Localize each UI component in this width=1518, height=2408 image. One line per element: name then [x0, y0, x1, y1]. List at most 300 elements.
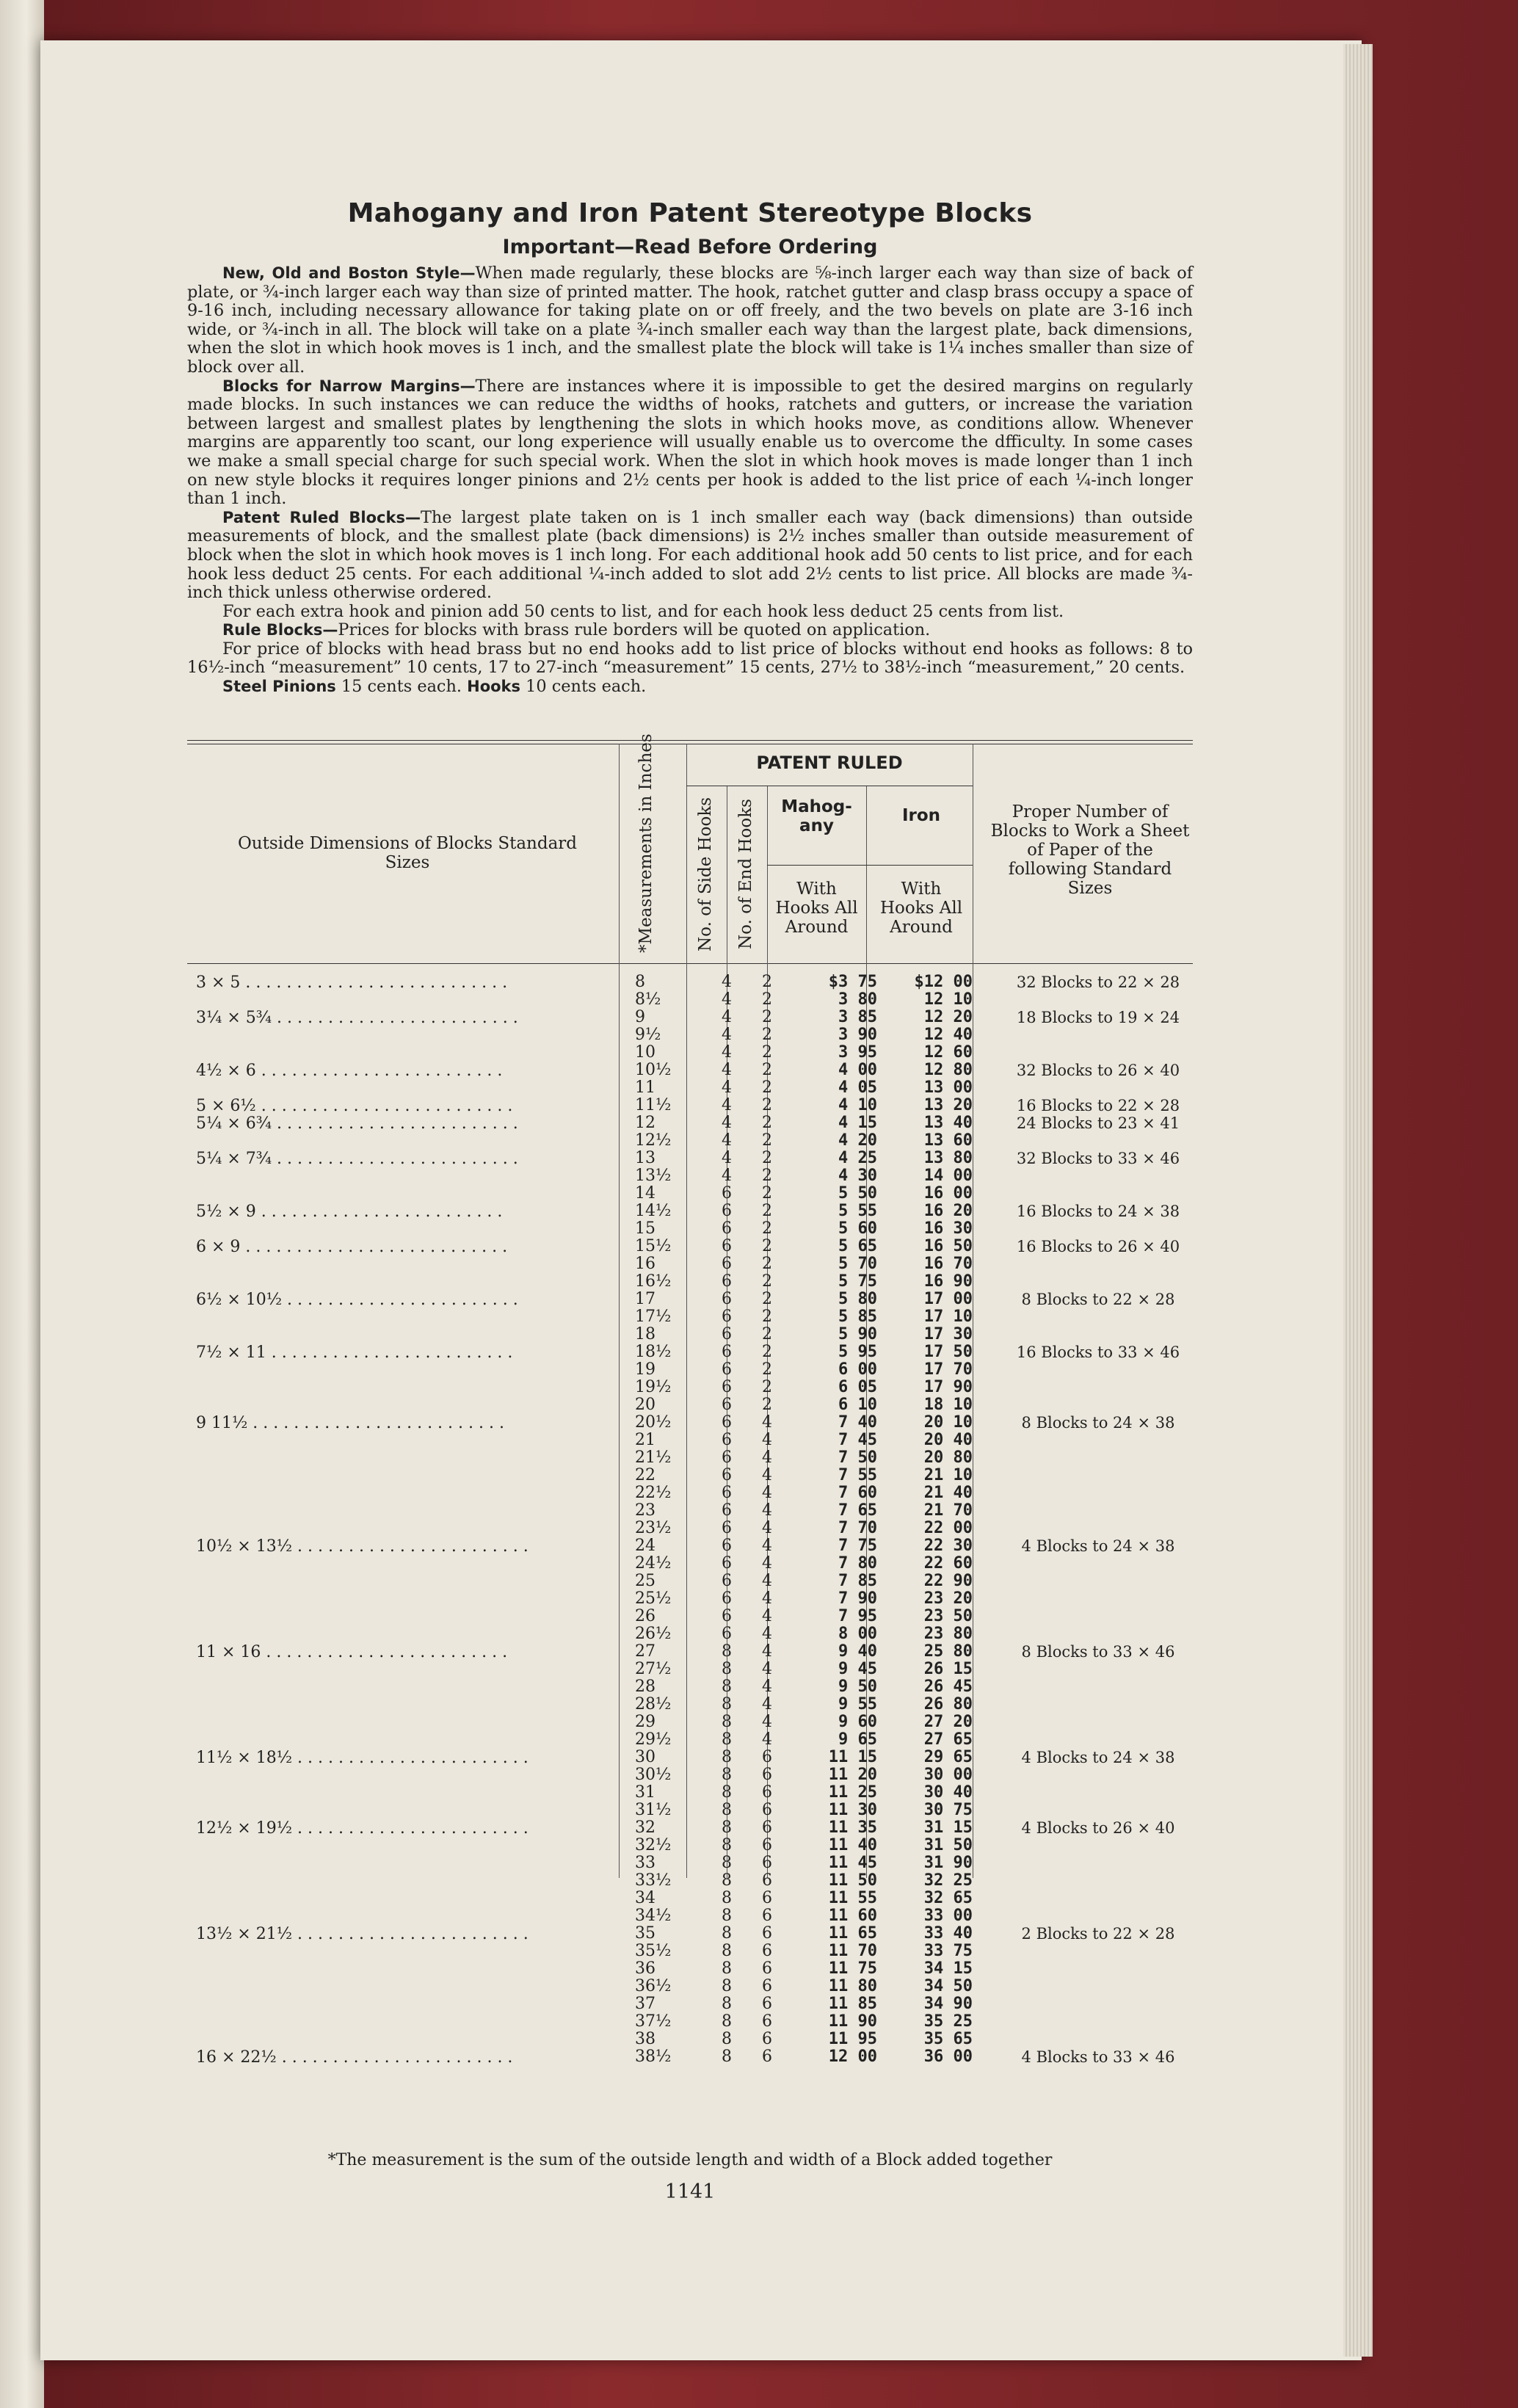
header-iron-with-hooks: With Hooks All Around [879, 880, 963, 937]
iron-price-cell: 32 25 [923, 1871, 973, 1890]
iron-price-cell: 16 20 [923, 1202, 973, 1220]
measurement-cell: 37½ [635, 2012, 672, 2031]
end-hooks-cell: 2 [762, 1078, 772, 1097]
end-hooks-cell: 4 [762, 1730, 772, 1749]
block-size-label: 11½ × 18½ . . . . . . . . . . . . . . . . . . . . . . . [196, 1749, 529, 1767]
side-hooks-cell: 8 [722, 2030, 732, 2048]
page-content [187, 198, 1193, 2203]
side-hooks-cell: 8 [722, 1907, 732, 1925]
side-hooks-cell: 8 [722, 1730, 732, 1749]
side-hooks-cell: 8 [722, 1713, 732, 1731]
mahogany-price-cell: $3 75 [828, 973, 877, 991]
mahogany-price-cell: 9 40 [838, 1642, 877, 1661]
end-hooks-cell: 2 [762, 1184, 772, 1203]
side-hooks-cell: 6 [722, 1484, 732, 1502]
side-hooks-cell: 8 [722, 1801, 732, 1819]
side-hooks-cell: 6 [722, 1219, 732, 1238]
end-hooks-cell: 2 [762, 1026, 772, 1044]
col-divider [619, 744, 620, 1878]
iron-price-cell: 14 00 [923, 1167, 973, 1185]
mahogany-price-cell: 5 55 [838, 1202, 877, 1220]
measurement-cell: 8½ [635, 990, 661, 1009]
side-hooks-cell: 4 [722, 1131, 732, 1150]
end-hooks-cell: 4 [762, 1642, 772, 1661]
mahogany-price-cell: 9 65 [838, 1730, 877, 1749]
iron-price-cell: 12 80 [923, 1061, 973, 1079]
side-hooks-cell: 4 [722, 1043, 732, 1062]
measurement-cell: 32 [635, 1818, 656, 1837]
end-hooks-cell: 2 [762, 1237, 772, 1255]
paragraph-lead: Blocks for Narrow Margins— [222, 377, 476, 395]
side-hooks-cell: 6 [722, 1308, 732, 1326]
iron-price-cell: 22 00 [923, 1519, 973, 1537]
mahogany-price-cell: 3 90 [838, 1026, 877, 1044]
measurement-cell: 30½ [635, 1766, 672, 1784]
measurement-cell: 33½ [635, 1871, 672, 1890]
mahogany-price-cell: 9 50 [838, 1678, 877, 1696]
iron-price-cell: 34 90 [923, 1995, 973, 2013]
side-hooks-cell: 8 [722, 1766, 732, 1784]
paragraph-text: The largest plate taken on is 1 inch smaller each way (back dimensions) than outside measurements of block, and the smallest plate (back dimensions) is 2½ inches smaller than outside measurement of block when the slot in which hook moves is 1 inch long. For each additional hook add 50 cents to list price, and for each hook less deduct 25 cents. For each additional ¼-inch added to slot add 2½ cents to list price. All blocks are made ¾-inch thick unless otherwise ordered. [187, 507, 1193, 603]
end-hooks-cell: 6 [762, 1977, 772, 1995]
measurement-cell: 31 [635, 1783, 656, 1802]
end-hooks-cell: 4 [762, 1537, 772, 1555]
mahogany-price-cell: 11 65 [828, 1924, 877, 1943]
measurement-cell: 35 [635, 1924, 656, 1943]
end-hooks-cell: 4 [762, 1413, 772, 1432]
mahogany-price-cell: 5 85 [838, 1308, 877, 1326]
measurement-cell: 17 [635, 1290, 656, 1308]
mahogany-price-cell: 4 15 [838, 1114, 877, 1132]
end-hooks-cell: 6 [762, 1801, 772, 1819]
paragraph-text: When made regularly, these blocks are ⅝-inch larger each way than size of back of plate, or ¾-inch larger each way than size of printed matter. The hook, ratchet gutter and clasp brass occupy a space of 9-16 inch, including necessary allowance for taking plate on or off freely, and the two bevels on plate are 3-16 inch wide, or ¾-inch in all. The block will take on a plate ¾-inch smaller each way than the largest plate, back dimensions, when the slot in which hook moves is 1 inch, and the smallest plate the block will take is 1¼ inches smaller than size of block over all. [187, 264, 1193, 377]
measurement-cell: 11½ [635, 1096, 672, 1114]
block-size-label: 4½ × 6 . . . . . . . . . . . . . . . . . . . . . . . . [196, 1062, 503, 1080]
mahogany-price-cell: 11 50 [828, 1871, 877, 1890]
measurement-cell: 25½ [635, 1589, 672, 1608]
block-size-label: 6 × 9 . . . . . . . . . . . . . . . . . . . . . . . . . . [196, 1238, 508, 1256]
paragraph [187, 603, 1193, 622]
table-header-rule [187, 963, 1193, 964]
sheet-size-label: 2 Blocks to 22 × 28 [1021, 1925, 1175, 1943]
end-hooks-cell: 2 [762, 1343, 772, 1361]
side-hooks-cell: 8 [722, 1959, 732, 1978]
table-top-rule [187, 740, 1193, 741]
sheet-size-label: 16 Blocks to 24 × 38 [1016, 1203, 1180, 1220]
sheet-size-label: 32 Blocks to 22 × 28 [1016, 973, 1180, 991]
mahogany-price-cell: 7 40 [838, 1413, 877, 1432]
end-hooks-cell: 4 [762, 1678, 772, 1696]
measurement-cell: 24 [635, 1537, 656, 1555]
measurement-cell: 31½ [635, 1801, 672, 1819]
end-hooks-cell: 4 [762, 1501, 772, 1520]
mahogany-price-cell: 6 05 [838, 1378, 877, 1396]
pinions-line: Steel Pinions 15 cents each. Hooks 10 cents each. [222, 677, 647, 697]
iron-price-cell: 27 20 [923, 1713, 973, 1731]
iron-price-cell: 17 50 [923, 1343, 973, 1361]
block-size-label: 5¼ × 6¾ . . . . . . . . . . . . . . . . . . . . . . . . [196, 1114, 518, 1133]
measurement-cell: 36 [635, 1959, 656, 1978]
sheet-size-label: 4 Blocks to 24 × 38 [1021, 1749, 1175, 1766]
block-size-label: 5 × 6½ . . . . . . . . . . . . . . . . . . . . . . . . . [196, 1097, 513, 1115]
instructions [187, 264, 1193, 678]
sheet-size-label: 32 Blocks to 33 × 46 [1016, 1150, 1180, 1167]
measurement-cell: 25 [635, 1572, 656, 1590]
iron-price-cell: 31 90 [923, 1854, 973, 1872]
iron-price-cell: 35 25 [923, 2012, 973, 2031]
iron-price-cell: 17 30 [923, 1325, 973, 1343]
iron-price-cell: 26 80 [923, 1695, 973, 1713]
iron-price-cell: 21 70 [923, 1501, 973, 1520]
end-hooks-cell: 4 [762, 1466, 772, 1484]
side-hooks-cell: 6 [722, 1325, 732, 1343]
block-size-label: 5½ × 9 . . . . . . . . . . . . . . . . . . . . . . . . [196, 1203, 503, 1221]
end-hooks-cell: 4 [762, 1554, 772, 1573]
iron-price-cell: 22 60 [923, 1554, 973, 1573]
mahogany-price-cell: 9 60 [838, 1713, 877, 1731]
side-hooks-cell: 8 [722, 1678, 732, 1696]
side-hooks-cell: 6 [722, 1184, 732, 1203]
header-side-hooks: No. of Side Hooks [696, 797, 715, 951]
side-hooks-cell: 8 [722, 1642, 732, 1661]
iron-price-cell: 31 50 [923, 1836, 973, 1854]
iron-price-cell: 26 15 [923, 1660, 973, 1678]
measurement-cell: 18 [635, 1325, 656, 1343]
side-hooks-cell: 4 [722, 1078, 732, 1097]
side-hooks-cell: 8 [722, 1783, 732, 1802]
iron-price-cell: 16 70 [923, 1255, 973, 1273]
paragraph-lead: New, Old and Boston Style— [222, 264, 476, 282]
side-hooks-cell: 8 [722, 1748, 732, 1766]
iron-price-cell: 16 30 [923, 1219, 973, 1238]
side-hooks-cell: 6 [722, 1572, 732, 1590]
end-hooks-cell: 2 [762, 1272, 772, 1291]
mahogany-price-cell: 5 70 [838, 1255, 877, 1273]
side-hooks-cell: 4 [722, 1149, 732, 1167]
side-hooks-cell: 8 [722, 1995, 732, 2013]
iron-price-cell: 16 50 [923, 1237, 973, 1255]
end-hooks-cell: 4 [762, 1695, 772, 1713]
iron-price-cell: 31 15 [923, 1818, 973, 1837]
measurement-cell: 38 [635, 2030, 656, 2048]
iron-price-cell: 22 90 [923, 1572, 973, 1590]
paragraph [187, 509, 1193, 603]
iron-price-cell: 16 00 [923, 1184, 973, 1203]
end-hooks-cell: 2 [762, 1149, 772, 1167]
measurement-cell: 19½ [635, 1378, 672, 1396]
iron-price-cell: $12 00 [914, 973, 973, 991]
page-title: Mahogany and Iron Patent Stereotype Blocks [347, 198, 1033, 228]
measurement-cell: 21 [635, 1431, 656, 1449]
mahogany-price-cell: 11 85 [828, 1995, 877, 2013]
end-hooks-cell: 4 [762, 1625, 772, 1643]
mahogany-price-cell: 5 65 [838, 1237, 877, 1255]
mahogany-price-cell: 11 15 [828, 1748, 877, 1766]
side-hooks-cell: 4 [722, 1026, 732, 1044]
side-hooks-cell: 4 [722, 990, 732, 1009]
block-size-label: 3¼ × 5¾ . . . . . . . . . . . . . . . . . . . . . . . . [196, 1009, 518, 1027]
header-iron: Iron [901, 806, 941, 825]
side-hooks-cell: 6 [722, 1607, 732, 1625]
side-hooks-cell: 6 [722, 1343, 732, 1361]
side-hooks-cell: 8 [722, 2012, 732, 2031]
end-hooks-cell: 4 [762, 1484, 772, 1502]
iron-price-cell: 17 90 [923, 1378, 973, 1396]
page-stack-edge [1343, 44, 1373, 2357]
measurement-cell: 14½ [635, 1202, 672, 1220]
paragraph-text: There are instances where it is impossible to get the desired margins on regularly made blocks. In such instances we can reduce the widths of hooks, ratchets and gutters, or increase the variation between largest and smallest plates by lengthening the slots in which hooks move, as conditions allow. Whenever margins are apparently too scant, our long experience will usually enable us to overcome the dfficulty. In some cases we make a small special charge for such special work. When the slot in which hook moves is made longer than 1 inch on new style blocks it requires longer pinions and 2½ cents per hook is added to the list price of each ¼-inch longer than 1 inch. [187, 376, 1193, 509]
measurement-cell: 14 [635, 1184, 656, 1203]
iron-price-cell: 18 10 [923, 1396, 973, 1414]
measurement-cell: 12 [635, 1114, 656, 1132]
measurement-cell: 9½ [635, 1026, 661, 1044]
measurement-cell: 32½ [635, 1836, 672, 1854]
side-hooks-cell: 6 [722, 1255, 732, 1273]
mahogany-price-cell: 12 00 [828, 2048, 877, 2066]
mahogany-price-cell: 11 25 [828, 1783, 877, 1802]
end-hooks-cell: 6 [762, 2048, 772, 2066]
measurement-cell: 30 [635, 1748, 656, 1766]
mahogany-price-cell: 4 20 [838, 1131, 877, 1150]
side-hooks-cell: 4 [722, 1114, 732, 1132]
iron-price-cell: 36 00 [923, 2048, 973, 2066]
iron-price-cell: 17 00 [923, 1290, 973, 1308]
end-hooks-cell: 2 [762, 1043, 772, 1062]
end-hooks-cell: 4 [762, 1572, 772, 1590]
side-hooks-cell: 6 [722, 1378, 732, 1396]
mahogany-price-cell: 6 00 [838, 1360, 877, 1379]
end-hooks-cell: 2 [762, 1008, 772, 1026]
mahogany-price-cell: 9 45 [838, 1660, 877, 1678]
end-hooks-cell: 6 [762, 1871, 772, 1890]
footnote: *The measurement is the sum of the outside length and width of a Block added together [327, 2151, 1053, 2169]
measurement-cell: 16 [635, 1255, 656, 1273]
end-hooks-cell: 6 [762, 1959, 772, 1978]
mahogany-price-cell: 5 95 [838, 1343, 877, 1361]
iron-price-cell: 12 20 [923, 1008, 973, 1026]
with-hooks-rule [767, 865, 973, 866]
side-hooks-cell: 8 [722, 1660, 732, 1678]
side-hooks-cell: 6 [722, 1466, 732, 1484]
end-hooks-cell: 2 [762, 1219, 772, 1238]
end-hooks-cell: 4 [762, 1607, 772, 1625]
end-hooks-cell: 4 [762, 1431, 772, 1449]
measurement-cell: 22 [635, 1466, 656, 1484]
header-patent-ruled: PATENT RULED [756, 752, 903, 773]
mahogany-price-cell: 5 90 [838, 1325, 877, 1343]
iron-price-cell: 22 30 [923, 1537, 973, 1555]
block-size-label: 13½ × 21½ . . . . . . . . . . . . . . . . . . . . . . . [196, 1925, 529, 1943]
end-hooks-cell: 6 [762, 1924, 772, 1943]
paragraph [187, 264, 1193, 377]
end-hooks-cell: 6 [762, 1748, 772, 1766]
iron-price-cell: 13 20 [923, 1096, 973, 1114]
sheet-size-label: 16 Blocks to 33 × 46 [1016, 1343, 1180, 1361]
mahogany-price-cell: 7 65 [838, 1501, 877, 1520]
side-hooks-cell: 6 [722, 1519, 732, 1537]
end-hooks-cell: 6 [762, 1854, 772, 1872]
mahogany-price-cell: 7 85 [838, 1572, 877, 1590]
header-end-hooks: No. of End Hooks [736, 799, 755, 949]
end-hooks-cell: 2 [762, 1114, 772, 1132]
side-hooks-cell: 4 [722, 1096, 732, 1114]
page-number: 1141 [664, 2180, 716, 2203]
mahogany-price-cell: 7 60 [838, 1484, 877, 1502]
iron-price-cell: 30 40 [923, 1783, 973, 1802]
side-hooks-cell: 8 [722, 1695, 732, 1713]
measurement-cell: 27 [635, 1642, 656, 1661]
measurement-cell: 20½ [635, 1413, 672, 1432]
mahogany-price-cell: 3 80 [838, 990, 877, 1009]
iron-price-cell: 13 60 [923, 1131, 973, 1150]
end-hooks-cell: 2 [762, 1131, 772, 1150]
mahogany-price-cell: 9 55 [838, 1695, 877, 1713]
iron-price-cell: 13 40 [923, 1114, 973, 1132]
paragraph-lead: Patent Ruled Blocks— [222, 508, 421, 526]
iron-price-cell: 35 65 [923, 2030, 973, 2048]
mahogany-price-cell: 7 80 [838, 1554, 877, 1573]
side-hooks-cell: 6 [722, 1501, 732, 1520]
mahogany-price-cell: 4 10 [838, 1096, 877, 1114]
end-hooks-cell: 6 [762, 1889, 772, 1907]
end-hooks-cell: 2 [762, 973, 772, 991]
iron-price-cell: 33 75 [923, 1942, 973, 1960]
measurement-cell: 29½ [635, 1730, 672, 1749]
measurement-cell: 8 [635, 973, 645, 991]
end-hooks-cell: 4 [762, 1448, 772, 1467]
end-hooks-cell: 2 [762, 1360, 772, 1379]
paragraph-text: Prices for blocks with brass rule borders will be quoted on application. [338, 620, 931, 640]
mahogany-price-cell: 7 50 [838, 1448, 877, 1467]
measurement-cell: 11 [635, 1078, 656, 1097]
measurement-cell: 13½ [635, 1167, 672, 1185]
measurement-cell: 34½ [635, 1907, 672, 1925]
mahogany-price-cell: 11 95 [828, 2030, 877, 2048]
side-hooks-cell: 6 [722, 1290, 732, 1308]
measurement-cell: 28 [635, 1678, 656, 1696]
mahogany-price-cell: 11 35 [828, 1818, 877, 1837]
iron-price-cell: 32 65 [923, 1889, 973, 1907]
paragraph [187, 640, 1193, 678]
iron-price-cell: 23 50 [923, 1607, 973, 1625]
side-hooks-cell: 4 [722, 1061, 732, 1079]
side-hooks-cell: 6 [722, 1625, 732, 1643]
measurement-cell: 15½ [635, 1237, 672, 1255]
mahogany-price-cell: 7 95 [838, 1607, 877, 1625]
measurement-cell: 18½ [635, 1343, 672, 1361]
end-hooks-cell: 6 [762, 2030, 772, 2048]
end-hooks-cell: 2 [762, 1396, 772, 1414]
side-hooks-cell: 6 [722, 1431, 732, 1449]
block-size-label: 9 11½ . . . . . . . . . . . . . . . . . . . . . . . . . [196, 1414, 504, 1432]
iron-price-cell: 34 50 [923, 1977, 973, 1995]
mahogany-price-cell: 11 45 [828, 1854, 877, 1872]
measurement-cell: 15 [635, 1219, 656, 1238]
end-hooks-cell: 2 [762, 1255, 772, 1273]
measurement-cell: 12½ [635, 1131, 672, 1150]
header-outside-dimensions: Outside Dimensions of Blocks Standard Sizes [237, 834, 578, 872]
mahogany-price-cell: 11 90 [828, 2012, 877, 2031]
end-hooks-cell: 6 [762, 1907, 772, 1925]
iron-price-cell: 33 00 [923, 1907, 973, 1925]
side-hooks-cell: 4 [722, 1167, 732, 1185]
side-hooks-cell: 6 [722, 1396, 732, 1414]
mahogany-price-cell: 11 75 [828, 1959, 877, 1978]
iron-price-cell: 20 80 [923, 1448, 973, 1467]
iron-price-cell: 21 10 [923, 1466, 973, 1484]
iron-price-cell: 29 65 [923, 1748, 973, 1766]
block-size-label: 11 × 16 . . . . . . . . . . . . . . . . . . . . . . . . [196, 1643, 508, 1661]
sheet-size-label: 18 Blocks to 19 × 24 [1016, 1009, 1180, 1026]
mahogany-price-cell: 11 20 [828, 1766, 877, 1784]
sheet-size-label: 4 Blocks to 26 × 40 [1021, 1819, 1175, 1837]
measurement-cell: 20 [635, 1396, 656, 1414]
side-hooks-cell: 6 [722, 1360, 732, 1379]
iron-price-cell: 12 60 [923, 1043, 973, 1062]
side-hooks-cell: 8 [722, 1924, 732, 1943]
end-hooks-cell: 2 [762, 1096, 772, 1114]
end-hooks-cell: 2 [762, 1290, 772, 1308]
side-hooks-cell: 4 [722, 1008, 732, 1026]
measurement-cell: 37 [635, 1995, 656, 2013]
measurement-cell: 23 [635, 1501, 656, 1520]
block-size-label: 10½ × 13½ . . . . . . . . . . . . . . . . . . . . . . . [196, 1537, 529, 1556]
mahogany-price-cell: 5 60 [838, 1219, 877, 1238]
sheet-size-label: 32 Blocks to 26 × 40 [1016, 1062, 1180, 1079]
mahogany-price-cell: 7 70 [838, 1519, 877, 1537]
block-size-label: 3 × 5 . . . . . . . . . . . . . . . . . . . . . . . . . . [196, 973, 508, 992]
side-hooks-cell: 8 [722, 1977, 732, 1995]
side-hooks-cell: 8 [722, 1836, 732, 1854]
iron-price-cell: 17 10 [923, 1308, 973, 1326]
end-hooks-cell: 2 [762, 1308, 772, 1326]
iron-price-cell: 21 40 [923, 1484, 973, 1502]
side-hooks-cell: 8 [722, 1818, 732, 1837]
sheet-size-label: 16 Blocks to 22 × 28 [1016, 1097, 1180, 1114]
mahogany-price-cell: 11 30 [828, 1801, 877, 1819]
measurement-cell: 27½ [635, 1660, 672, 1678]
measurement-cell: 9 [635, 1008, 645, 1026]
end-hooks-cell: 2 [762, 1061, 772, 1079]
end-hooks-cell: 2 [762, 990, 772, 1009]
mahogany-price-cell: 6 10 [838, 1396, 877, 1414]
mahogany-price-cell: 7 90 [838, 1589, 877, 1608]
iron-price-cell: 30 75 [923, 1801, 973, 1819]
measurement-cell: 38½ [635, 2048, 672, 2066]
mahogany-price-cell: 11 40 [828, 1836, 877, 1854]
measurement-cell: 34 [635, 1889, 656, 1907]
end-hooks-cell: 2 [762, 1167, 772, 1185]
iron-price-cell: 20 40 [923, 1431, 973, 1449]
iron-price-cell: 30 00 [923, 1766, 973, 1784]
page-subtitle: Important—Read Before Ordering [502, 236, 878, 258]
iron-price-cell: 17 70 [923, 1360, 973, 1379]
mahogany-price-cell: 3 85 [838, 1008, 877, 1026]
sheet-size-label: 4 Blocks to 24 × 38 [1021, 1537, 1175, 1555]
iron-price-cell: 13 80 [923, 1149, 973, 1167]
block-size-label: 7½ × 11 . . . . . . . . . . . . . . . . . . . . . . . . [196, 1343, 513, 1362]
sheet-size-label: 8 Blocks to 24 × 38 [1021, 1414, 1175, 1432]
side-hooks-cell: 8 [722, 1854, 732, 1872]
end-hooks-cell: 4 [762, 1519, 772, 1537]
iron-price-cell: 12 40 [923, 1026, 973, 1044]
measurement-cell: 19 [635, 1360, 656, 1379]
paragraph-lead: Rule Blocks— [222, 621, 338, 639]
header-mahogany-with-hooks: With Hooks All Around [775, 880, 858, 937]
side-hooks-cell: 6 [722, 1554, 732, 1573]
side-hooks-cell: 8 [722, 1942, 732, 1960]
measurement-cell: 33 [635, 1854, 656, 1872]
